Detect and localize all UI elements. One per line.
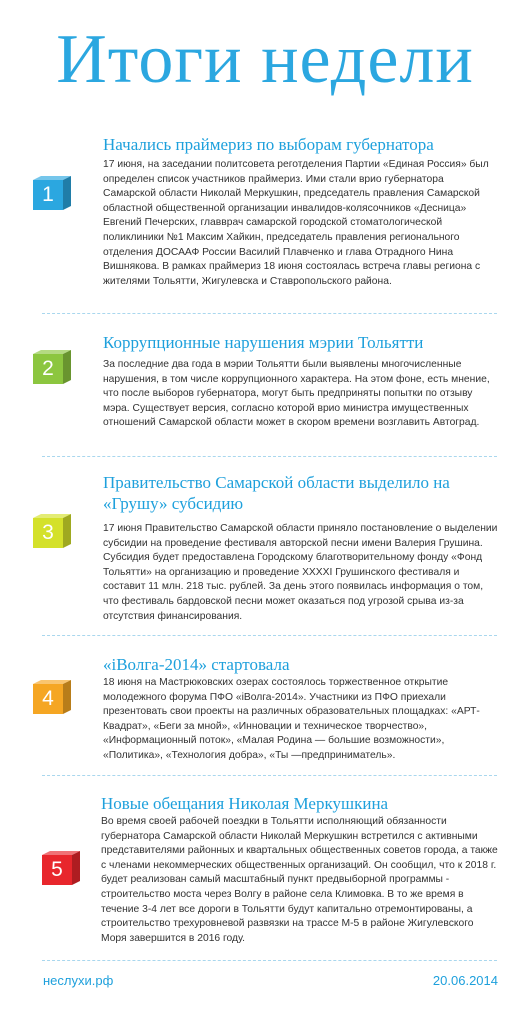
news-text: 17 июня Правительство Самарской области приняло постановление о выделении субсидии на проведение фестиваля авторской песни имени Валерия Грушина. Субсидия будет предоставлена Городскому благотворительному фонду «Фонд Тольятти» на организацию и проведение XXXXI Грушинского фестиваля и составит 11 млн. 218 тыс. рублей. За день этого появилась информация о том, что фестиваль бардовской песни может оказаться под угрозой срыва из-за отсутствия финансирования. (103, 523, 498, 622)
news-text: Во время своей рабочей поездки в Тольятти исполняющий обязанности губернатора Самарской области Николай Меркушкин встретился с активными представителями районных и квартальных общественных советов города, а также с членами некоммерческих общественных организаций. Он сообщил, что к 2018 г. будет реализован самый масштабный пункт предвыборной программы - строительство моста через Волгу в районе села Климовка. В то же время в течение 3-4 лет все дороги в Тольятти будут капитально отремонтированы, а строительство трехуровневой развязки на трассе М-5 в районе Жигулевского Моря завершится в 2016 году. (101, 816, 498, 944)
news-headline[interactable]: Правительство Самарской области выделило на «Грушу» субсидию (103, 473, 450, 513)
divider (42, 960, 497, 961)
footer-site-link[interactable]: неслухи.рф (43, 973, 114, 988)
number-cube-2 (33, 350, 77, 394)
news-text: 17 июня, на заседании политсовета реготделения Партии «Единая Россия» был определен список участников праймериз. Ими стали врио губернатора Самарской области Николай Меркушкин, председатель правления Самарской областной общественной организации инвалидов-колясочников «Десница» Евгений Печерских, главврач самарской городской стоматологической поликлиники №1 Максим Хайкин, председатель правления регионального отделения ДОСААФ России Василий Плавченко и глава Отрадного Нина Вишнякова. В рамках праймериз 18 июня состоялась встреча главы региона с жителями Тольятти, Жигулевска и Ставропольского района. (103, 159, 489, 287)
divider (42, 313, 497, 314)
news-headline[interactable]: Начались праймериз по выборам губернатора (103, 135, 434, 154)
news-headline[interactable]: «iВолга-2014» стартовала (103, 655, 290, 674)
divider (42, 775, 497, 776)
divider (42, 635, 497, 636)
footer-date: 20.06.2014 (432, 973, 498, 988)
news-headline[interactable]: Новые обещания Николая Меркушкина (101, 794, 389, 813)
number-cube-5 (42, 851, 86, 895)
item-number: 3 (42, 521, 54, 544)
news-text: За последние два года в мэрии Тольятти были выявлены многочисленные нарушения, в том числе коррупционного характера. На этом фоне, есть мнение, что после выборов губернатора, могут быть предприняты попытки по отзыву мэра. Существует версия, согласно которой врио министра имущественных отношений Самарской области может в скором времени возглавить Автоград. (103, 359, 490, 429)
number-cube-4 (33, 680, 77, 724)
divider (42, 456, 497, 457)
item-number: 4 (42, 687, 54, 710)
news-text: 18 июня на Мастрюковских озерах состоялось торжественное открытие молодежного форума ПФО «iВолга-2014». Участники из ПФО приехали презентовать свои проекты на различных образовательных площадках: «АРТ-Квадрат», «Беги за мной», «Инновации и техническое творчество», «Информационный поток», «Малая Родина — большие возможности», «Политика», «Технология добра», «Ты —предприниматель». (103, 677, 480, 761)
news-headline[interactable]: Коррупционные нарушения мэрии Тольятти (103, 333, 424, 352)
item-number: 1 (42, 183, 54, 206)
number-cube-3 (33, 514, 77, 558)
page-title: Итоги недели (56, 21, 474, 98)
number-cube-1 (33, 176, 77, 220)
item-number: 5 (51, 858, 63, 881)
item-number: 2 (42, 357, 54, 380)
